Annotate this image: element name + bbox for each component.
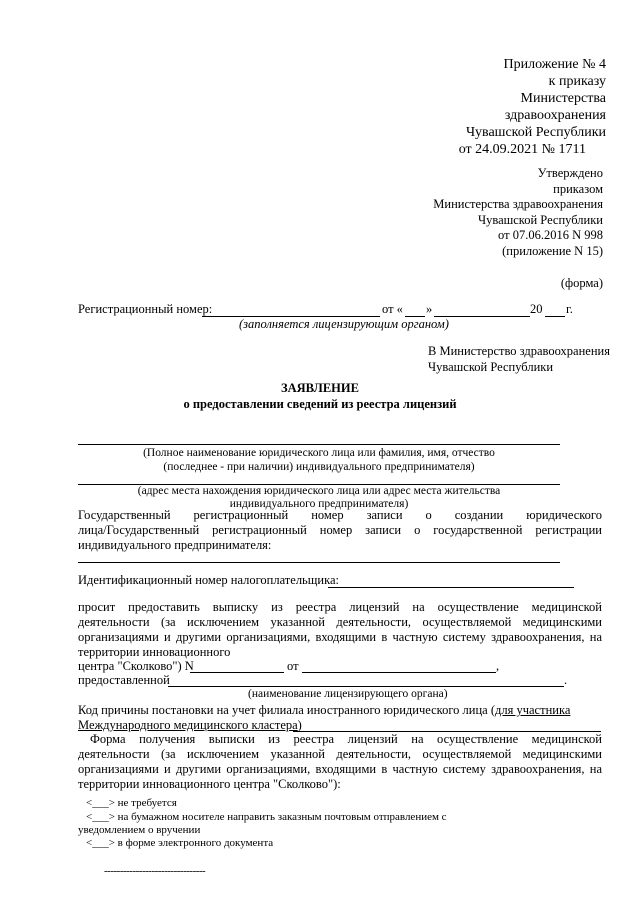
applicant-name-field[interactable] [78,444,560,445]
kpp-line-2 [78,718,302,733]
appendix-line: от 24.09.2021 № 1711 [458,142,586,157]
appendix-block [459,56,606,158]
kpp-underlined: Международного медицинского кластера [78,718,298,732]
licensing-authority-field[interactable] [168,686,564,687]
registration-note: (заполняется лицензирующим органом) [239,317,449,331]
option-paper[interactable]: <___> на бумажном носителе направить заказным почтовым отправлением с [86,811,447,823]
license-number-field[interactable] [190,672,284,673]
request-line: организациями и другими организациями, входящими в частную систему здравоохранения, на [78,630,602,644]
caption-line: (адрес места нахождения юридического лица или адрес места жительства [137,485,501,497]
registration-label: Регистрационный номер: [78,302,213,316]
request-line: центра "Сколково") N [78,659,194,673]
kpp-line-1 [78,703,602,718]
ogrn-field[interactable] [78,562,560,563]
document-subtitle: о предоставлении сведений из реестра лицензий [183,397,457,411]
approved-line: Чувашской Республики [477,212,603,227]
footnote-rule: -------------------------------- [104,865,206,877]
request-period: . [564,673,568,687]
registration-year-suffix: г. [566,302,573,316]
addressee-block [428,343,610,375]
org-caption: (наименование лицензирующего органа) [248,688,448,700]
license-date-field[interactable] [302,672,496,673]
kpp-text: ) [297,718,302,732]
approved-block [433,166,603,259]
request-line: предоставленной [78,673,170,687]
option-electronic[interactable]: <___> в форме электронного документа [86,837,274,849]
appendix-line: Приложение № 4 [503,57,606,72]
appendix-line: Министерства [520,91,606,106]
receipt-line: территории инновационного центра "Сколково"): [78,777,341,791]
option-paper-cont: уведомлением о вручении [78,824,201,836]
approved-line: Утверждено [537,166,603,180]
ogrn-line: индивидуального предпринимателя: [78,538,272,552]
approved-line: от 07.06.2016 N 998 [498,228,603,242]
caption-line: (последнее - при наличии) индивидуального предпринимателя) [163,461,475,473]
receipt-line: Форма получения выписки из реестра лицензий на осуществление медицинской [90,732,602,746]
registration-quote: » [426,302,433,316]
request-from: от [287,659,299,673]
form-label: (форма) [560,276,603,290]
appendix-line: к приказу [548,74,606,89]
appendix-line: здравоохранения [504,108,606,123]
receipt-line: деятельности (за исключением указанной деятельности, осуществляемой медицинскими [78,747,602,761]
inn-label: Идентификационный номер налогоплательщика: [78,573,339,587]
caption-line: (Полное наименование юридического лица или фамилия, имя, отчество [143,447,495,459]
addressee-line: В Министерство здравоохранения [428,344,610,358]
option-not-required[interactable]: <___> не требуется [86,797,177,809]
approved-line: Министерства здравоохранения [433,197,603,211]
applicant-name-caption [78,446,560,474]
applicant-address-caption [78,485,560,510]
request-comma: , [496,659,500,673]
kpp-text: Код причины постановки на учет филиала иностранного юридического лица ( [78,703,495,717]
approved-line: приказом [553,181,603,196]
request-line: территории инновационного [78,645,231,659]
kpp-underlined: для участника [495,703,571,717]
registration-year-field[interactable] [545,316,565,317]
appendix-line: Чувашской Республики [465,125,606,140]
receipt-line: организациями и другими организациями, входящими в частную систему здравоохранения, на [78,762,602,776]
document-title: ЗАЯВЛЕНИЕ [281,381,359,395]
ogrn-line: Государственный регистрационный номер записи о создании юридического [78,508,602,522]
registration-from: от « [382,302,403,316]
ogrn-line: лица/Государственный регистрационный номер записи о государственной регистрации [78,523,602,537]
inn-field[interactable] [328,587,574,588]
addressee-line: Чувашской Республики [428,360,554,374]
request-line: просит предоставить выписку из реестра лицензий на осуществление медицинской [78,600,602,614]
registration-year-prefix: 20 [530,302,543,316]
approved-line: (приложение N 15) [502,243,603,258]
request-line: деятельности (за исключением указанной деятельности, осуществляемой медицинскими [78,615,602,629]
caption-line: индивидуального предпринимателя) [229,497,409,510]
